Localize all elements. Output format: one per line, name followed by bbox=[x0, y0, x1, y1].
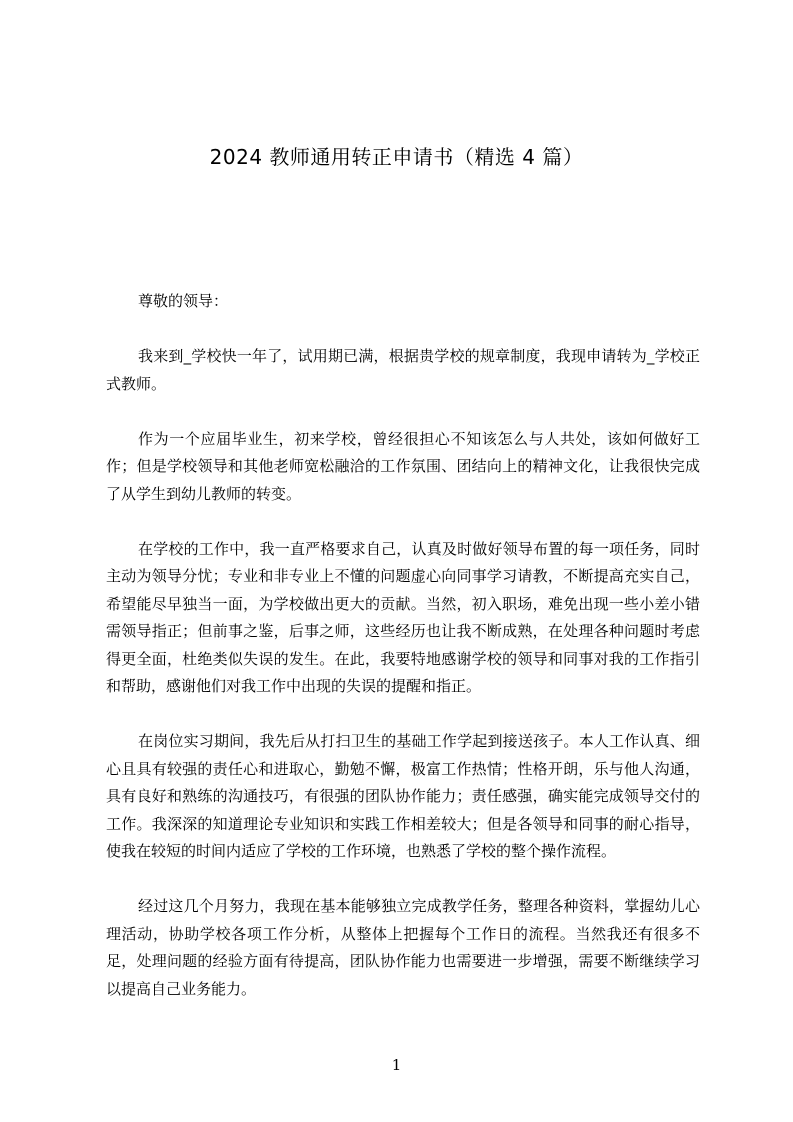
paragraph-5: 经过这几个月努力，我现在基本能够独立完成教学任务，整理各种资料，掌握幼儿心理活动，协助学校各项工作分析，从整体上把握每个工作日的流程。当然我还有很多不足，处理问题的经验方面有待提高，团队协作能力也需要进一步增强，需要不断继续学习以提高自己业务能力。 bbox=[106, 897, 700, 998]
paragraph-3: 在学校的工作中，我一直严格要求自己，认真及时做好领导布置的每一项任务，同时主动为领导分忧；专业和非专业上不懂的问题虚心向同事学习请教，不断提高充实自己，希望能尽早独当一面，为学校做出更大的贡献。当然，初入职场，难免出现一些小差小错需领导指正；但前事之鉴，后事之师，这些经历也让我不断成熟，在处理各种问题时考虑得更全面，杜绝类似失误的发生。在此，我要特地感谢学校的领导和同事对我的工作指引和帮助，感谢他们对我工作中出现的失误的提醒和指正。 bbox=[106, 539, 700, 695]
paragraph-4: 在岗位实习期间，我先后从打扫卫生的基础工作学起到接送孩子。本人工作认真、细心且具有较强的责任心和进取心，勤勉不懈，极富工作热情；性格开朗，乐与他人沟通，具有良好和熟练的沟通技巧，有很强的团队协作能力；责任感强，确实能完成领导交付的工作。我深深的知道理论专业知识和实践工作相差较大；但是各领导和同事的耐心指导，使我在较短的时间内适应了学校的工作环境，也熟悉了学校的整个操作流程。 bbox=[106, 732, 700, 860]
salutation: 尊敬的领导： bbox=[138, 292, 229, 310]
page-number: 1 bbox=[391, 1056, 402, 1074]
document-title: 2024 教师通用转正申请书（精选 4 篇） bbox=[209, 145, 584, 169]
paragraph-1: 我来到_学校快一年了，试用期已满，根据贵学校的规章制度，我现申请转为_学校正式教师。 bbox=[106, 347, 700, 393]
document-body bbox=[106, 288, 700, 1031]
paragraph-2: 作为一个应届毕业生，初来学校，曾经很担心不知该怎么与人共处，该如何做好工作；但是学校领导和其他老师宽松融洽的工作氛围、团结向上的精神文化，让我很快完成了从学生到幼儿教师的转变。 bbox=[106, 429, 700, 503]
